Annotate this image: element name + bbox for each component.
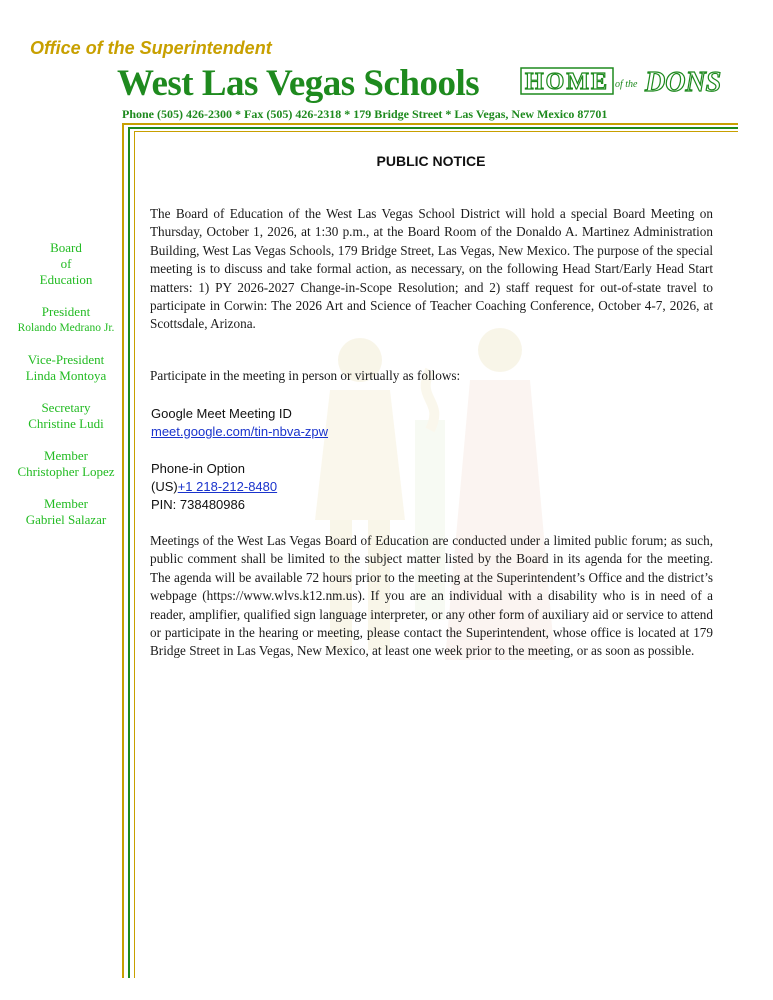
header-rule-gold-inner [134, 131, 738, 132]
meet-heading: Google Meet Meeting ID [151, 406, 292, 421]
member-name: Linda Montoya [25, 368, 107, 383]
public-forum-paragraph: Meetings of the West Las Vegas Board of Education are conducted under a limited public forum; as such, public comment shall be limited to the subject matter listed by the Board in its agenda for the meeting. The agenda will be available 72 hours prior to the meeting at the Superintendent’s Office and the district’s webpage (https://www.wlvs.k12.nm.us). If you are an individual with a disability who is in need of a reader, amplifier, qualified sign language interpreter, or any other form of auxiliary aid or service to attend or participate in the hearing or meeting, please contact the Superintendent, whose office is located at 179 Bridge Street in Las Vegas, New Mexico, at least one week prior to the meeting, or as soon as possible. [150, 533, 713, 659]
phone-prefix: (US) [151, 479, 178, 494]
member-role: Member [43, 496, 89, 511]
logo-of-the: of the [615, 79, 638, 90]
vertical-rule-gold [122, 123, 124, 978]
member-role: Member [43, 448, 89, 463]
board-heading-line3: Education [39, 272, 93, 287]
member-role: Vice-President [27, 352, 105, 367]
notice-title: PUBLIC NOTICE [376, 153, 486, 169]
phone-line [151, 478, 277, 496]
vertical-rule-green [128, 127, 130, 978]
board-heading-line1: Board [50, 240, 82, 255]
board-heading [10, 240, 122, 288]
member-name: Rolando Medrano Jr. [17, 322, 115, 334]
board-member [10, 304, 122, 336]
logo-dons: DONS [645, 67, 722, 98]
member-name: Christopher Lopez [17, 464, 115, 479]
board-member [10, 448, 122, 480]
board-sidebar [10, 240, 122, 544]
phone-heading: Phone-in Option [151, 461, 245, 476]
meet-link-line [151, 423, 328, 441]
home-of-the-dons-logo [519, 62, 729, 100]
meeting-announcement-paragraph: The Board of Education of the West Las Vegas School District will hold a special Board Meeting on Thursday, October 1, 2026, at 1:30 p.m., at the Board Room of the Donaldo A. Martinez Administration Building, West Las Vegas Schools, 179 Bridge Street, Las Vegas, New Mexico. The purpose of the special meeting is to discuss and take formal action, as necessary, on the following Head Start/Early Head Start matters: 1) PY 2026-2027 Change-in-Scope Resolution; and 2) staff request for out-of-state travel to participate in Corwin: The 2026 Art and Science of Teacher Coaching Conference, October 4-7, 2026, at Scottsdale, Arizona. [150, 206, 713, 332]
vertical-rule-gold-inner [134, 131, 135, 978]
board-member [10, 400, 122, 432]
member-name: Christine Ludi [28, 416, 104, 431]
phone-link[interactable]: +1 218-212-8480 [177, 479, 278, 494]
member-name: Gabriel Salazar [25, 512, 107, 527]
board-member [10, 496, 122, 528]
contact-line: Phone (505) 426-2300 * Fax (505) 426-2318 * 179 Bridge Street * Las Vegas, New Mexico 87701 [122, 107, 608, 121]
header-rule-gold [122, 123, 738, 125]
member-role: President [41, 304, 91, 319]
meet-link[interactable]: meet.google.com/tin-nbva-zpw [151, 424, 329, 439]
pin-line: PIN: 738480986 [151, 497, 245, 512]
board-heading-line2: of [60, 256, 72, 271]
office-title: Office of the Superintendent [30, 38, 272, 58]
participation-paragraph: Participate in the meeting in person or virtually as follows: [150, 368, 461, 383]
board-member [10, 352, 122, 384]
district-name: West Las Vegas Schools [117, 63, 480, 104]
member-role: Secretary [41, 400, 91, 415]
logo-home: HOME [525, 69, 609, 95]
header-rule-green [128, 127, 738, 129]
